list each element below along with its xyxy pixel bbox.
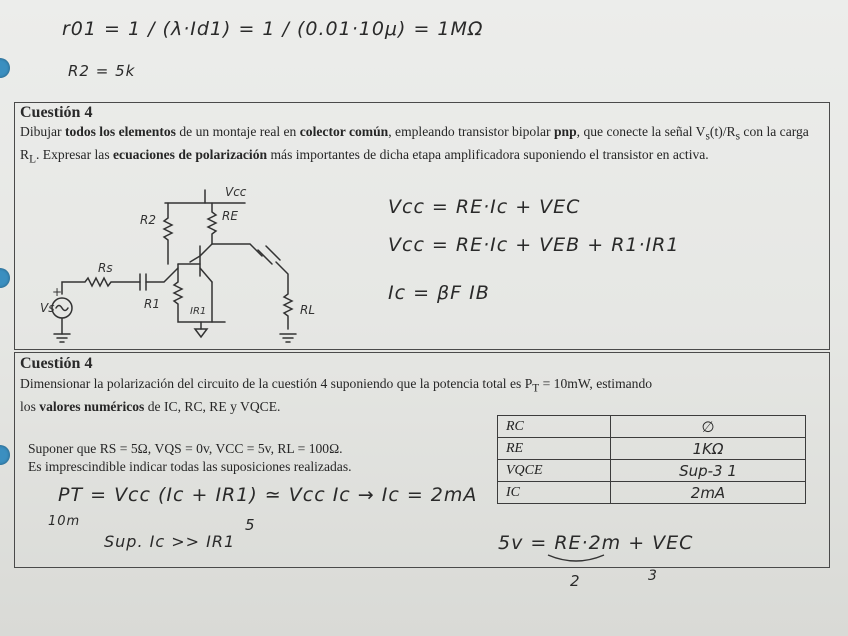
statement-fragment: . Expresar las: [36, 146, 114, 162]
pt-subscript: T: [532, 382, 540, 395]
statement-fragment: con la carga R: [20, 124, 809, 162]
table-key: RE: [498, 438, 611, 460]
table-row: [498, 416, 806, 438]
equation-1: Vcc = RE·Ic + VEC: [388, 196, 581, 218]
label-re: RE: [222, 209, 238, 223]
assumptions-line-2: Es imprescindible indicar todas las suposiciones realizadas.: [28, 459, 352, 474]
label-r1: R1: [144, 297, 160, 311]
statement-fragment: Dibujar: [20, 124, 65, 139]
statement-fragment: todos los elementos: [64, 124, 176, 139]
question-2-title: Cuestión 4: [20, 355, 93, 372]
question-2-line2-rest: C, RC, RE y VQCE.: [168, 398, 281, 414]
question-2-line1-end: = 10mW, estimando: [539, 376, 653, 391]
label-rl: RL: [300, 303, 316, 317]
label-r2: R2: [140, 213, 156, 227]
underline-brace: [546, 553, 606, 567]
table-key: IC: [498, 482, 611, 504]
handwritten-assumption: Sup. Ic >> IR1: [104, 532, 236, 551]
binder-hole: [0, 58, 10, 78]
statement-fragment: s: [735, 130, 741, 143]
question-2-line2-bold: valores numéricos: [39, 398, 145, 414]
table-key: VQCE: [498, 460, 611, 482]
handwritten-10m: 10m: [48, 514, 81, 529]
label-vs: Vs: [40, 301, 55, 315]
statement-fragment: ecuaciones de polarización: [113, 146, 268, 162]
table-row: [498, 438, 806, 460]
statement-fragment: de un montaje real en: [175, 124, 300, 139]
question-2-line2-pre: los: [20, 398, 40, 414]
label-vcc: Vcc: [225, 185, 247, 199]
question-2-line2-post: de I: [144, 398, 169, 414]
equation-2: Vcc = RE·Ic + VEB + R1·IR1: [388, 234, 680, 256]
circuit-diagram: [40, 184, 340, 352]
question-2-line1: Dimensionar la polarización del circuito de la cuestión 4 suponiendo que la potencia total es P: [20, 376, 533, 391]
statement-fragment: (t)/R: [709, 124, 736, 139]
table-value: 1KΩ: [611, 438, 806, 460]
statement-fragment: , empleando transistor bipolar: [388, 124, 554, 139]
question-1-statement: [20, 123, 828, 168]
handwritten-5: 5: [245, 516, 256, 534]
handwritten-r2: R2 = 5k: [68, 62, 136, 80]
statement-fragment: s: [705, 130, 710, 143]
label-plus: +: [52, 285, 63, 299]
assumptions-line-1: Suponer que RS = 5Ω, VQS = 0v, VCC = 5v, RL = 100Ω.: [28, 441, 343, 456]
handwritten-r01: r01 = 1 / (λ·Id1) = 1 / (0.01·10μ) = 1MΩ: [62, 18, 484, 40]
table-key: RC: [498, 416, 611, 438]
handwritten-3: 3: [648, 568, 658, 584]
binder-hole: [0, 268, 10, 288]
table-row: [498, 460, 806, 482]
statement-fragment: más importantes de dicha etapa amplificadora suponiendo el transistor en activa.: [267, 146, 709, 162]
handwritten-2: 2: [570, 572, 581, 590]
results-table: [497, 415, 806, 504]
question-2-statement: [20, 375, 828, 416]
table-value: ∅: [611, 416, 806, 438]
label-ir1: IR1: [190, 306, 207, 317]
equation-3: Ic = βF IB: [388, 282, 490, 304]
statement-fragment: pnp: [553, 124, 577, 139]
question-1-title: Cuestión 4: [20, 104, 93, 121]
binder-hole: [0, 445, 10, 465]
label-rs: Rs: [98, 261, 113, 275]
table-value: Sup-3 1: [611, 460, 806, 482]
handwritten-vec-eq: 5v = RE·2m + VEC: [498, 532, 694, 554]
table-row: [498, 482, 806, 504]
statement-fragment: L: [29, 153, 36, 166]
handwritten-power: PT = Vcc (Ic + IR1) ≃ Vcc Ic → Ic = 2mA: [58, 484, 478, 506]
table-value: 2mA: [611, 482, 806, 504]
statement-fragment: , que conecte la señal V: [576, 124, 706, 139]
statement-fragment: colector común: [299, 124, 389, 139]
